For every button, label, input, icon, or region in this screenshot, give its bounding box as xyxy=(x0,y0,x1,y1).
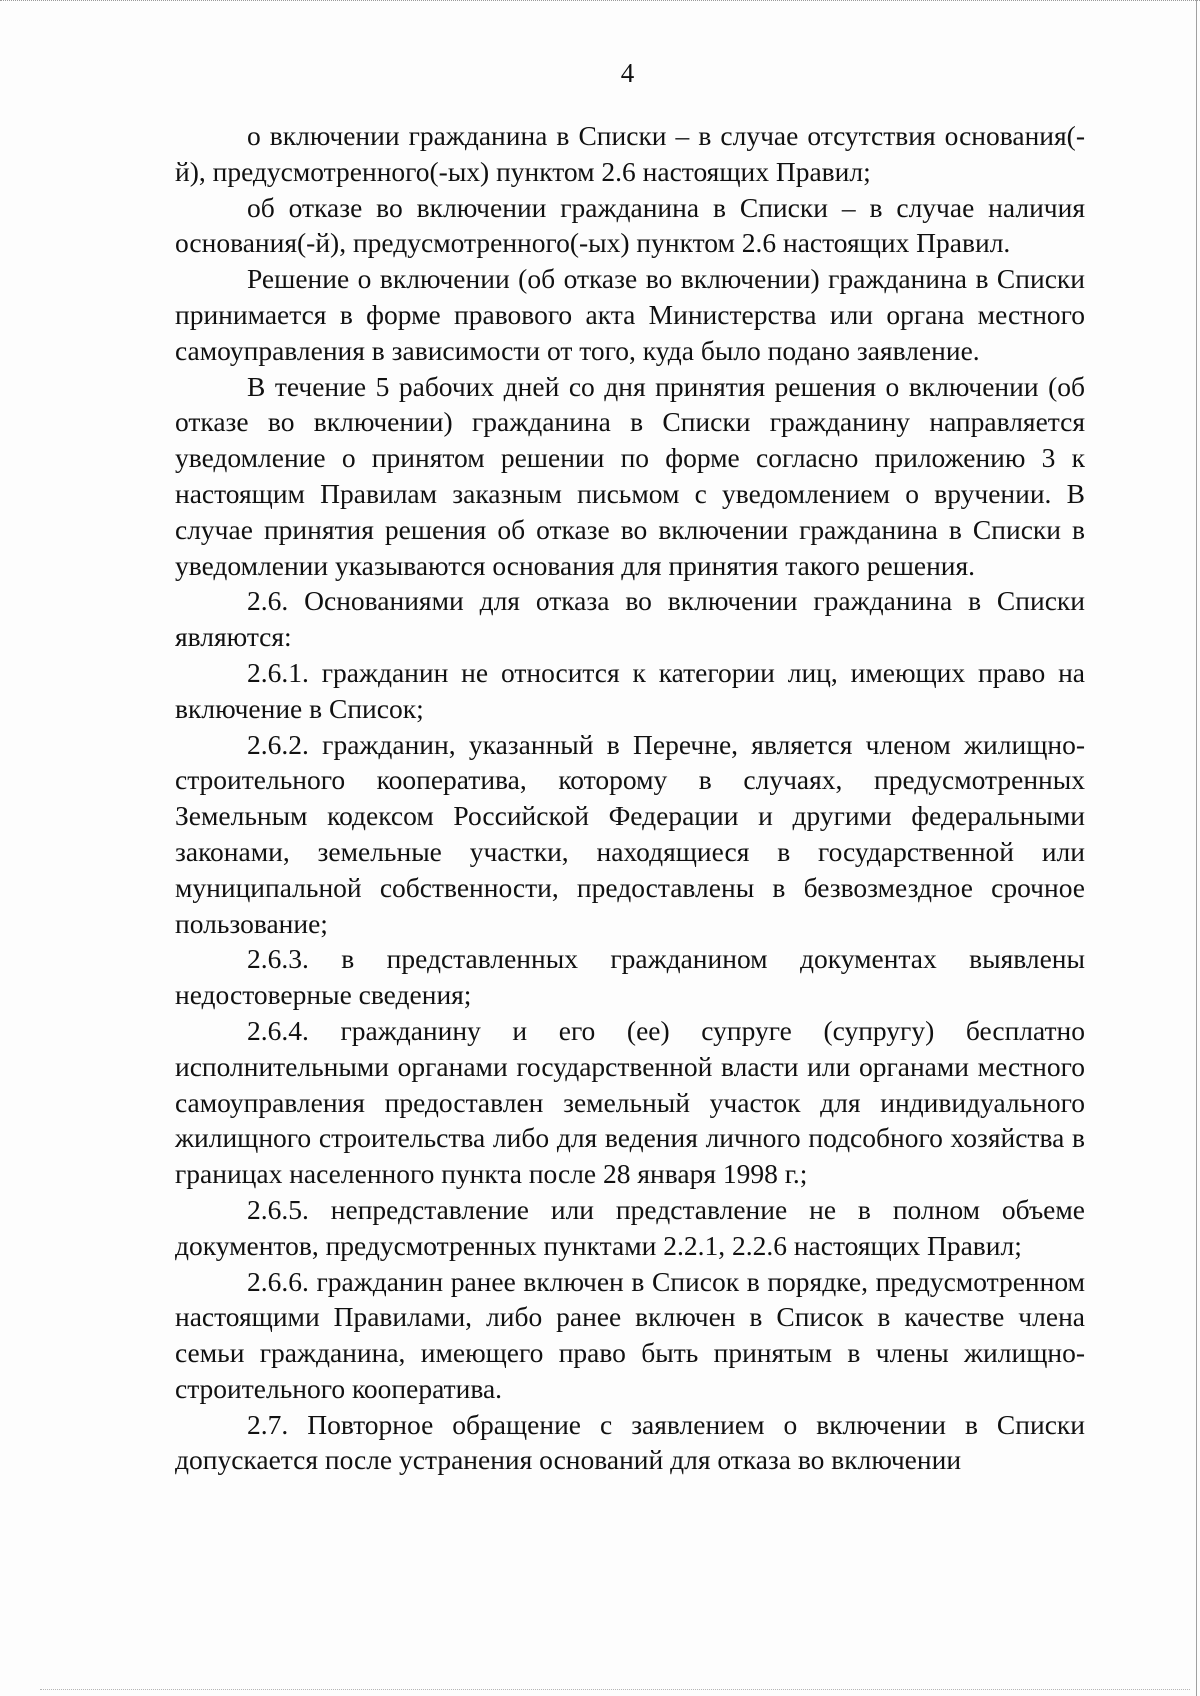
paragraph-notification: В течение 5 рабочих дней со дня принятия решения о включении (об отказе во включении) гражданина в Списки гражданину направляется уведомление о принятом решении по форме согласно приложению 3 к настоящим Правилам заказным письмом с уведомлением о вручении. В случае принятия решения об отказе во включении гражданина в Списки в уведомлении указываются основания для принятия такого решения. xyxy=(175,370,1085,581)
paragraph-2-7: 2.7. Повторное обращение с заявлением о включении в Списки допускается после устранения оснований для отказа во включении xyxy=(175,1408,1085,1476)
document-body xyxy=(175,118,1085,1478)
scan-edge-bottom xyxy=(40,1688,1190,1690)
paragraph-refusal-decision: об отказе во включении гражданина в Списки – в случае наличия основания(-й), предусмотренного(-ых) пунктом 2.6 настоящих Правил. xyxy=(175,191,1085,259)
paragraph-2-6: 2.6. Основаниями для отказа во включении гражданина в Списки являются: xyxy=(175,585,1085,653)
paragraph-2-6-2: 2.6.2. гражданин, указанный в Перечне, является членом жилищно-строительного кооператива, которому в случаях, предусмотренных Земельным кодексом Российской Федерации и другими федеральными законами, земельные участки, находящиеся в государственной или муниципальной собственности, предоставлены в безвозмездное срочное пользование; xyxy=(175,728,1085,939)
scan-edge-right xyxy=(1196,0,1197,1696)
paragraph-inclusion-decision: о включении гражданина в Списки – в случае отсутствия основания(-й), предусмотренного(-ых) пунктом 2.6 настоящих Правил; xyxy=(175,120,1085,187)
paragraph-2-6-1: 2.6.1. гражданин не относится к категории лиц, имеющих право на включение в Список; xyxy=(175,656,1085,724)
paragraph-2-6-3: 2.6.3. в представленных гражданином документах выявлены недостоверные сведения; xyxy=(175,943,1085,1011)
paragraph-2-6-6: 2.6.6. гражданин ранее включен в Список в порядке, предусмотренном настоящими Правилами, либо ранее включен в Список в качестве члена семьи гражданина, имеющего право быть принятым в члены жилищно-строительного кооператива. xyxy=(175,1265,1085,1404)
scan-edge-top xyxy=(0,0,1200,3)
paragraph-2-6-5: 2.6.5. непредставление или представление не в полном объеме документов, предусмотренных пунктами 2.2.1, 2.2.6 настоящих Правил; xyxy=(175,1193,1085,1261)
paragraph-2-6-4: 2.6.4. гражданину и его (ее) супруге (супругу) бесплатно исполнительными органами государственной власти или органами местного самоуправления предоставлен земельный участок для индивидуального жилищного строительства либо для ведения личного подсобного хозяйства в границах населенного пункта после 28 января 1998 г.; xyxy=(175,1014,1085,1190)
page-number: 4 xyxy=(620,58,635,88)
paragraph-decision-form: Решение о включении (об отказе во включении) гражданина в Списки принимается в форме правового акта Министерства или органа местного самоуправления в зависимости от того, куда было подано заявление. xyxy=(175,263,1085,366)
